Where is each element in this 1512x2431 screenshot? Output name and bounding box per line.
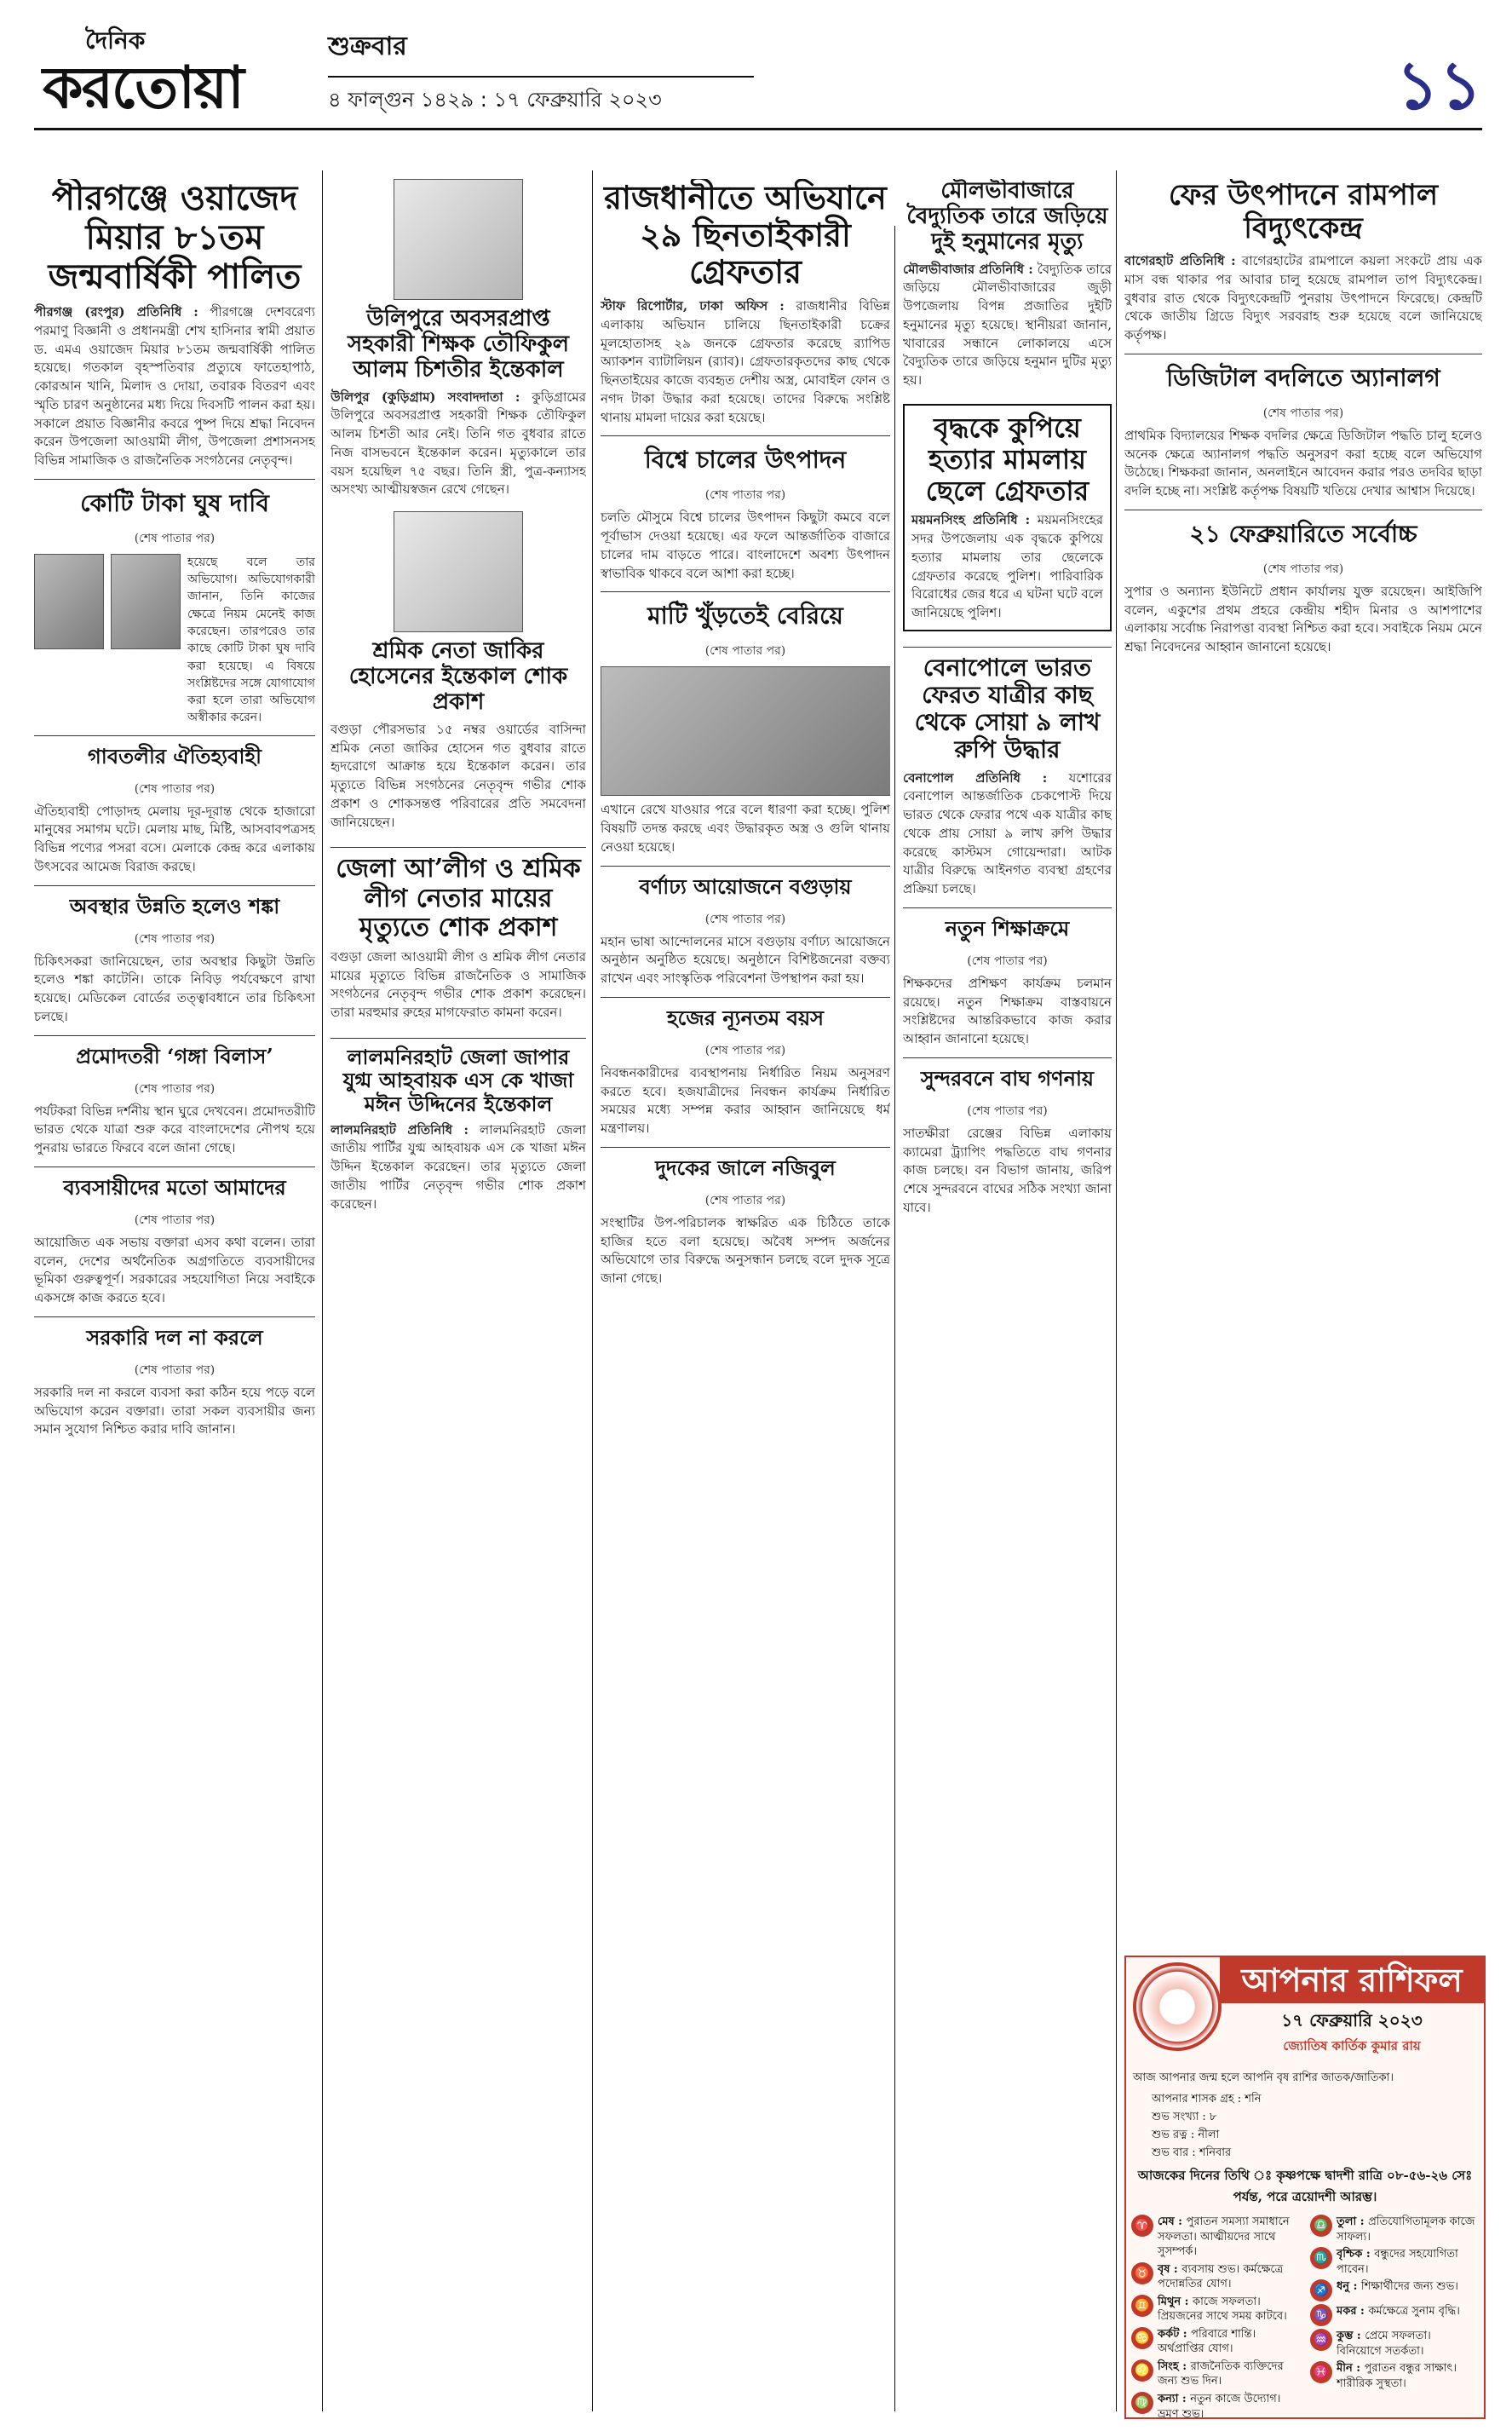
zodiac-sign-icon: ♐ (1310, 2279, 1332, 2301)
zodiac-text (1337, 2215, 1479, 2244)
subhead-ganga-bilas: প্রমোদতরী ‘গঙ্গা বিলাস’ (34, 1035, 315, 1075)
zodiac-sign-icon: ♒ (1310, 2329, 1332, 2351)
horoscope-title: আপনার রাশিফল (1220, 1957, 1484, 2003)
zodiac-forecast: পুরাতন বন্ধুর সাক্ষাৎ। শারীরিক সুস্থতা। (1337, 2362, 1457, 2390)
article-text: বৈদ্যুতিক তারে জড়িয়ে মৌলভীবাজারের জুড়ী উপজেলায় বিপন্ন প্রজাতির দুইটি হনুমানের মৃত্যু হয়েছে। স্থানীয়রা জানান, খাবারের সন্ধানে লোকালয়ে এসে বৈদ্যুতিক তারে জড়িয়ে হনুমান দুটির মৃত্যু হয়। (903, 261, 1112, 389)
byline: মৌলভীবাজার প্রতিনিধি : (903, 261, 1033, 277)
headline-snatchers-arrested: রাজধানীতে অভিযানে ২৯ ছিনতাইকারী গ্রেফতার (604, 179, 887, 291)
zodiac-sign-icon: ♏ (1310, 2247, 1332, 2269)
continued-note: (শেষ পাতার পর) (134, 1362, 216, 1377)
article-body (903, 769, 1112, 899)
continued-note: (শেষ পাতার পর) (134, 1213, 216, 1227)
zodiac-entry (1310, 2361, 1479, 2391)
planet-row (1152, 2109, 1477, 2127)
zodiac-forecast: নতুন কাজে উদ্যোগ। ভ্রমণ শুভ। (1158, 2393, 1281, 2421)
article-body (331, 1121, 586, 1214)
column-2 (331, 179, 586, 2411)
column-divider (894, 226, 895, 2411)
zodiac-text (1337, 2247, 1479, 2277)
byline: স্টাফ রিপোর্টার, ঢাকা অফিস : (601, 298, 785, 314)
continued-note: (শেষ পাতার পর) (704, 1043, 786, 1057)
byline: উলিপুর (কুড়িগ্রাম) সংবাদদাতা : (331, 389, 520, 405)
zodiac-forecast: রাজনৈতিক ব্যক্তিদের জন্য শুভ দিন। (1158, 2359, 1284, 2388)
planet-label: শুভ রত্ন : (1152, 2129, 1199, 2141)
column-divider (322, 170, 323, 2411)
zodiac-sign-icon: ♓ (1310, 2361, 1332, 2383)
horoscope-intro: আজ আপনার জন্ম হলে আপনি বৃষ রাশির জাতক/জাতিকা। (1133, 2071, 1394, 2084)
zodiac-entry (1131, 2392, 1300, 2422)
zodiac-entry (1310, 2279, 1479, 2301)
zodiac-sign-name: মেষ : (1158, 2215, 1187, 2228)
zodiac-forecast: বন্ধুদের সহযোগিতা পাবেন। (1337, 2248, 1458, 2276)
article-text: চলতি মৌসুমে বিশ্বে চালের উৎপাদন কিছুটা কমবে বলে পূর্বাভাস দেওয়া হয়েছে। এর ফলে আন্তর্জাতিক বাজারে চালের দাম বাড়তে পারে। বাংলাদেশে অবশ্য উৎপাদন স্বাভাবিক থাকবে বলে আশা করা হচ্ছে। (601, 510, 890, 581)
zodiac-entry (1131, 2295, 1300, 2324)
zodiac-text (1337, 2361, 1479, 2391)
planet-row (1152, 2145, 1477, 2163)
article-text: বাগেরহাটের রামপালে কয়লা সংকটে প্রায় এক মাস বন্ধ থাকার পর আবার চালু হয়েছে রামপাল তাপ বিদ্যুৎকেন্দ্র। বুধবার রাত থেকে বিদ্যুৎকেন্দ্রটি পুনরায় উৎপাদনে ফিরেছে। কেন্দ্রটি থেকে জাতীয় গ্রিডে বিদ্যুৎ সরবরাহ শুরু হয়েছে বলে জানিয়েছে কর্তৃপক্ষ। (1124, 253, 1482, 343)
subhead-digging: মাটি খুঁড়তেই বেরিয়ে (601, 591, 890, 637)
boxed-article (903, 404, 1112, 631)
column-divider (592, 170, 593, 2411)
subhead-condition: অবস্থার উন্নতি হলেও শঙ্কা (34, 885, 315, 925)
portrait-photo (394, 511, 523, 632)
horoscope-author: জ্যোতিষ কার্তিক কুমার রায় (1283, 2038, 1421, 2054)
zodiac-sign-name: তুলা : (1337, 2215, 1369, 2228)
article-body (903, 261, 1112, 390)
logo-main-text: করতোয়া (43, 55, 243, 122)
article-text: বগুড়া জেলা আওয়ামী লীগ ও শ্রমিক লীগ নেতার মায়ের মৃত্যুতে বিভিন্ন রাজনৈতিক ও সামাজিক সংগঠনের নেতৃবৃন্দ গভীর শোক প্রকাশ করেছেন। তারা মরহুমার রুহের মাগফেরাত কামনা করেন। (331, 948, 586, 1021)
subhead-curriculum: নতুন শিক্ষাক্রমে (903, 907, 1112, 948)
planet-row (1152, 2127, 1477, 2145)
continued-note: (শেষ পাতার পর) (704, 488, 786, 503)
zodiac-forecast: পরিবারে শান্তি। অর্থপ্রাপ্তির যোগ। (1158, 2327, 1256, 2356)
article-text: সাতক্ষীরা রেঞ্জের বিভিন্ন এলাকায় ক্যামেরা ট্র্যাপিং পদ্ধতিতে বাঘ গণনার কাজ চলছে। বন বিভাগ জানায়, জরিপ শেষে সুন্দরবনে বাঘের সঠিক সংখ্যা জানা যাবে। (903, 1125, 1112, 1215)
page-number: ১১ (1395, 48, 1482, 124)
zodiac-forecast: পুরাতন সমস্যা সমাধানে সফলতা। আত্মীয়দের সাথে সুসম্পর্ক। (1158, 2215, 1290, 2259)
zodiac-forecast: কাজে সফলতা। প্রিয়জনের সাথে সময় কাটবে। (1158, 2295, 1287, 2324)
article-text: মহান ভাষা আন্দোলনের মাসে বগুড়ায় বর্ণাঢ্য আয়োজনে অনুষ্ঠান অনুষ্ঠিত হয়েছে। অনুষ্ঠানে বিশিষ্টজনেরা বক্তব্য রাখেন এবং সাংস্কৃতিক পরিবেশনা উপস্থাপন করা হয়। (601, 933, 890, 987)
zodiac-entry (1131, 2215, 1300, 2260)
subhead-rice-production: বিশ্বে চালের উৎপাদন (601, 435, 890, 481)
zodiac-entry (1310, 2247, 1479, 2277)
planet-value: শনিবার (1199, 2146, 1232, 2159)
article-text: পর্যটকরা বিভিন্ন দর্শনীয় স্থান ঘুরে দেখবেন। প্রমোদতরীটি ভারত থেকে যাত্রা শুরু করে বাংলাদেশের নৌপথ হয়ে পুনরায় ভারতে ফিরবে বলে জানা গেছে। (34, 1103, 315, 1156)
planet-label: শুভ সংখ্যা : (1152, 2111, 1210, 2123)
article-text: সরকারি দল না করলে ব্যবসা করা কঠিন হয়ে পড়ে বলে অভিযোগ করেন বক্তারা। তারা সকল ব্যবসায়ীর জন্য সমান সুযোগ নিশ্চিত করার দাবি জানান। (34, 1384, 315, 1437)
zodiac-entry (1310, 2304, 1479, 2326)
planet-list (1152, 2091, 1477, 2163)
article-text: প্রাথমিক বিদ্যালয়ের শিক্ষক বদলির ক্ষেত্রে ডিজিটাল পদ্ধতি চালু হলেও অনেক ক্ষেত্রে অ্যানালগ পদ্ধতি অনুসরণ করা হচ্ছে বলে অভিযোগ উঠেছে। শিক্ষকরা জানান, অনলাইনে আবেদন করার পরও তদবির ছাড়া বদলি হচ্ছে না। সংশ্লিষ্ট কর্তৃপক্ষ বিষয়টি খতিয়ে দেখার আশ্বাস দিয়েছে। (1124, 427, 1482, 499)
article-text: শিক্ষকদের প্রশিক্ষণ কার্যক্রম চলমান রয়েছে। নতুন শিক্ষাক্রম বাস্তবায়নে সংশ্লিষ্টদের আন্তরিকভাবে কাজ করার আহ্বান জানানো হয়েছে। (903, 975, 1112, 1047)
subhead-bogura-event: বর্ণাঢ্য আয়োজনে বগুড়ায় (601, 866, 890, 906)
headline-monkeys-electrocuted: মৌলভীবাজারে বৈদ্যুতিক তারে জড়িয়ে দুই হনুমানের মৃত্যু (906, 179, 1108, 255)
article-body (601, 297, 890, 427)
article-text: পীরগঞ্জে দেশবরেণ্য পরমাণু বিজ্ঞানী ও প্রধানমন্ত্রী শেখ হাসিনার স্বামী প্রয়াত ড. এমএ ওয়াজেদ মিয়ার ৮১তম জন্মবার্ষিকী পালিত হয়েছে। গতকাল বৃহস্পতিবার প্রত্যুষে ফাতেহাপাঠ, কোরআন খানি, মিলাদ ও দোয়া, তবারক বিতরণ এবং স্মৃতি চারণ অনুষ্ঠানের মধ্য দিয়ে দিবসটি পালন করা হয়। সকালে প্রয়াত বিজ্ঞানীর কবরে পুষ্প দিয়ে শ্রদ্ধা নিবেদন করেন উপজেলা আওয়ামী লীগ, উপজেলা প্রশাসনসহ বিভিন্ন সামাজিক ও রাজনৈতিক সংগঠনের নেতৃবৃন্দ। (34, 304, 315, 468)
continued-note: (শেষ পাতার পর) (134, 531, 216, 545)
zodiac-sign-name: বৃশ্চিক : (1337, 2248, 1375, 2261)
article-body (911, 511, 1103, 623)
zodiac-entry (1310, 2215, 1479, 2244)
zodiac-entry (1131, 2359, 1300, 2389)
zodiac-forecast: প্রতিযোগিতামূলক কাজে সাফল্য। (1337, 2215, 1475, 2244)
portrait-photo (111, 554, 181, 649)
zodiac-entry (1131, 2262, 1300, 2292)
zodiac-sign-name: বৃষ : (1158, 2262, 1182, 2276)
weekday: শুক্রবার (328, 26, 754, 78)
planet-row (1152, 2091, 1477, 2109)
zodiac-entry (1131, 2327, 1300, 2357)
photo-pair (34, 554, 315, 727)
zodiac-grid (1126, 2212, 1484, 2424)
continued-note: (শেষ পাতার পর) (967, 1103, 1048, 1118)
continued-note: (শেষ পাতার পর) (1262, 406, 1344, 420)
continued-note: (শেষ পাতার পর) (134, 1081, 216, 1096)
continued-note: (শেষ পাতার পর) (967, 953, 1048, 968)
column-divider (1116, 170, 1117, 2411)
planet-value: ৮ (1209, 2111, 1217, 2123)
zodiac-forecast: শিক্ষার্থীদের জন্য শুভ। (1360, 2280, 1458, 2294)
article-text: সুপার ও অন্যান্য ইউনিটে প্রধান কার্যালয় যুক্ত রয়েছেন। আইজিপি বলেন, একুশের প্রথম প্রহরে কেন্দ্রীয় শহীদ মিনার ও আশপাশের এলাকায় সর্বোচ্চ নিরাপত্তা ব্যবস্থা নিশ্চিত করা হবে। সবাইকে নিয়ম মেনে শ্রদ্ধা নিবেদনের আহ্বান জানানো হয়েছে। (1124, 583, 1482, 655)
headline-son-arrested: বৃদ্ধকে কুপিয়ে হত্যার মামলায় ছেলে গ্রেফতার (925, 411, 1089, 507)
article-text: আয়োজিত এক সভায় বক্তারা এসব কথা বলেন। তারা বলেন, দেশের অর্থনৈতিক অগ্রগতিতে ব্যবসায়ীদের ভূমিকা গুরুত্বপূর্ণ। সরকারের সহযোগিতা নিয়ে সবাইকে একসঙ্গে কাজ করতে হবে। (34, 1234, 315, 1306)
zodiac-sign-name: কর্কট : (1158, 2327, 1192, 2341)
continued-note: (শেষ পাতার পর) (704, 644, 786, 659)
article-text: এখানে রেখে যাওয়ার পরে বলে ধারণা করা হচ্ছে। পুলিশ বিষয়টি তদন্ত করছে এবং উদ্ধারকৃত অস্ত্র ও গুলি থানায় নেওয়া হয়েছে। (601, 802, 890, 855)
byline: বেনাপোল প্রতিনিধি : (903, 769, 1048, 786)
zodiac-text (1337, 2279, 1458, 2295)
zodiac-sign-name: ধনু : (1337, 2280, 1361, 2294)
zodiac-sign-icon: ♌ (1131, 2359, 1153, 2382)
horoscope-box (1124, 1956, 1486, 2419)
article-text: লালমনিরহাট জেলা জাতীয় পার্টির যুগ্ম আহবায়ক এস কে খাজা মঈন উদ্দিন ইন্তেকাল করেছেন। তার মৃত্যুতে জেলা জাতীয় পার্টির নেতৃবৃন্দ গভীর শোক প্রকাশ করেছেন। (331, 1121, 586, 1212)
zodiac-text (1158, 2327, 1300, 2357)
tithi-line: আজকের দিনের তিথি ঃ কৃষ্ণপক্ষে দ্বাদশী রাত্রি ০৮-৫৬-২৬ সেঃ পর্যন্ত, পরে ত্রয়োদশী আরম্ভ। (1137, 2168, 1473, 2204)
zodiac-sign-icon: ♉ (1131, 2262, 1153, 2284)
column-4 (903, 179, 1112, 2411)
article-body (1124, 252, 1482, 345)
zodiac-sign-icon: ♎ (1310, 2215, 1332, 2237)
headline-waazed-mia: পীরগঞ্জে ওয়াজেদ মিয়ার ৮১তম জন্মবার্ষিকী পালিত (48, 179, 302, 297)
portrait-photo (34, 554, 104, 649)
issue-date: ৪ ফাল্গুন ১৪২৯ : ১৭ ফেব্রুয়ারি ২০২৩ (328, 88, 662, 112)
portrait-photo (394, 179, 523, 300)
column-1 (34, 179, 315, 2411)
continued-note: (শেষ পাতার পর) (704, 1193, 786, 1207)
continued-note: (শেষ পাতার পর) (134, 931, 216, 946)
article-text: চিকিৎসকরা জানিয়েছেন, তার অবস্থার কিছুটা উন্নতি হলেও শঙ্কা কাটেনি। তাকে নিবিড় পর্যবেক্ষণে রাখা হয়েছে। মেডিকেল বোর্ডের তত্ত্বাবধানে তার চিকিৎসা চলছে। (34, 953, 315, 1024)
article-text: নিবন্ধনকারীদের ব্যবস্থাপনায় নির্ধারিত নিয়ম অনুসরণ করতে হবে। হজযাত্রীদের নিবন্ধন কার্যক্রম নির্ধারিত সময়ের মধ্যে সম্পন্ন করার আহ্বান জানিয়েছে ধর্ম মন্ত্রণালয়। (601, 1064, 890, 1137)
headline-rupees-recovered: বেনাপোলে ভারত ফেরত যাত্রীর কাছ থেকে সোয়া ৯ লাখ রুপি উদ্ধার (903, 647, 1112, 764)
zodiac-text (1158, 2359, 1300, 2389)
subhead-acc-net: দুদকের জালে নজিবুল (601, 1147, 890, 1187)
masthead (34, 17, 1482, 130)
subhead-hajj-age: হজের ন্যূনতম বয়স (601, 997, 890, 1037)
column-3 (601, 179, 890, 2411)
subhead-businessmen: ব্যবসায়ীদের মতো আমাদের (34, 1167, 315, 1207)
headline-rampal-power: ফের উৎপাদনে রামপাল বিদ্যুৎকেন্দ্র (1168, 179, 1439, 246)
article-body (34, 303, 315, 470)
article-text: কুড়িগ্রামের উলিপুরে অবসরপ্রাপ্ত সহকারী শিক্ষক তৌফিকুল আলম চিশতী আর নেই। তিনি গত বুধবার রাতে নিজ বাসভবনে ইন্তেকাল করেন। মৃত্যুকালে তার বয়স হয়েছিল ৭৫ বছর। তিনি স্ত্রী, পুত্র-কন্যাসহ অসংখ্য আত্মীয়স্বজন রেখে গেছেন। (331, 389, 586, 498)
article-text: সংস্থাটির উপ-পরিচালক স্বাক্ষরিত এক চিঠিতে তাকে হাজির হতে বলা হয়েছে। অবৈধ সম্পদ অর্জনের অভিযোগে তার বিরুদ্ধে অনুসন্ধান চলছে বলে দুদক সূত্রে জানা গেছে। (601, 1214, 890, 1287)
zodiac-wheel-icon (1133, 1962, 1222, 2051)
column-5 (1124, 179, 1482, 1947)
subhead-tiger-count: সুন্দরবনে বাঘ গণনায় (903, 1057, 1112, 1097)
zodiac-forecast: কর্মক্ষেত্রে সুনাম বৃদ্ধি। (1368, 2305, 1460, 2319)
subhead-government-party: সরকারি দল না করলে (34, 1316, 315, 1357)
zodiac-forecast: প্রেমে সফলতা। বিনিয়োগে সতর্কতা। (1337, 2330, 1431, 2358)
zodiac-forecast: ব্যবসায় শুভ। কর্মক্ষেত্রে পদোন্নতির যোগ। (1158, 2262, 1284, 2291)
article-text: বগুড়া পৌরসভার ১৫ নম্বর ওয়ার্ডের বাসিন্দা শ্রমিক নেতা জাকির হোসেন গত বুধবার রাতে হৃদরোগে আক্রান্ত হয়ে ইন্তেকাল করেন। তার মৃত্যুতে বিভিন্ন সংগঠনের নেতৃবৃন্দ গভীর শোক প্রকাশ ও শোকসন্তপ্ত পরিবারের প্রতি সমবেদনা জানিয়েছেন। (331, 721, 586, 830)
headline-obituary-teacher: উলিপুরে অবসরপ্রাপ্ত সহকারী শিক্ষক তৌফিকুল আলম চিশতীর ইন্তেকাল (348, 306, 569, 383)
article-text: ঐতিহ্যবাহী পোড়াদহ মেলায় দূর-দূরান্ত থেকে হাজারো মানুষের সমাগম ঘটে। মেলায় মাছ, মিষ্টি, আসবাবপত্রসহ বিভিন্ন পণ্যের পসরা বসে। মেলাকে কেন্দ্র করে এলাকায় উৎসবের আমেজ বিরাজ করছে। (34, 803, 315, 874)
article-text: হয়েছে বলে তার অভিযোগ। অভিযোগকারী জানান, তিনি কাজের ক্ষেত্রে নিয়ম মেনেই কাজ করেছেন। তারপরেও তার কাছে কোটি টাকা ঘুষ দাবি করা হয়েছে। এ বিষয়ে সংশ্লিষ্টদের সঙ্গে যোগাযোগ করা হলে তারা অভিযোগ অস্বীকার করেন। (187, 555, 315, 725)
zodiac-sign-icon: ♋ (1131, 2327, 1153, 2349)
subhead-bribe: কোটি টাকা ঘুষ দাবি (34, 479, 315, 525)
byline: লালমনিরহাট প্রতিনিধি : (331, 1121, 469, 1138)
horoscope-date: ১৭ ফেব্রুয়ারি ২০২৩ (1281, 2010, 1423, 2031)
zodiac-text (1158, 2392, 1300, 2422)
planet-value: শনি (1245, 2093, 1262, 2106)
planet-value: নীলা (1198, 2129, 1220, 2141)
zodiac-text (1337, 2329, 1479, 2359)
zodiac-column-right (1305, 2212, 1484, 2424)
subhead-digital-transfer: ডিজিটাল বদলিতে অ্যানালগ (1124, 354, 1482, 400)
zodiac-sign-name: মীন : (1337, 2362, 1365, 2376)
zodiac-sign-icon: ♍ (1131, 2392, 1153, 2414)
planet-label: শুভ বার : (1152, 2146, 1199, 2159)
subhead-gabtali: গাবতলীর ঐতিহ্যবাহী (34, 735, 315, 775)
newspaper-logo (34, 17, 290, 122)
headline-mother-death: জেলা আ’লীগ ও শ্রমিক লীগ নেতার মায়ের মৃত্যুতে শোক প্রকাশ (331, 847, 586, 943)
byline: পীরগঞ্জ (রংপুর) প্রতিনিধি : (34, 304, 198, 320)
zodiac-sign-name: মিথুন : (1158, 2295, 1193, 2308)
article-text: যশোরের বেনাপোল আন্তর্জাতিক চেকপোস্ট দিয়ে ভারত থেকে ফেরার পথে এক যাত্রীর কাছ থেকে প্রায় সোয়া ৯ লাখ রুপি উদ্ধার করেছে কাস্টমস গোয়েন্দারা। আটক যাত্রীর বিরুদ্ধে আইনগত ব্যবস্থা গ্রহণের প্রক্রিয়া চলছে। (903, 769, 1112, 897)
headline-labor-leader: শ্রমিক নেতা জাকির হোসেনের ইন্তেকাল শোক প্রকাশ (348, 638, 568, 715)
continued-note: (শেষ পাতার পর) (134, 781, 216, 796)
zodiac-text (1158, 2215, 1300, 2260)
byline: ময়মনসিংহ প্রতিনিধি : (911, 512, 1031, 528)
article-text: রাজধানীর বিভিন্ন এলাকায় অভিযান চালিয়ে ছিনতাইকারী চক্রের মূলহোতাসহ ২৯ জনকে গ্রেফতার করেছে র‍্যাপিড অ্যাকশন ব্যাটালিয়ন (র‍্যাব)। গ্রেফতারকৃতদের কাছ থেকে ছিনতাইয়ের কাজে ব্যবহৃত দেশীয় অস্ত্র, মোবাইল ফোন ও নগদ টাকা উদ্ধার করা হয়েছে। তাদের বিরুদ্ধে সংশ্লিষ্ট থানায় মামলা দায়ের করা হয়েছে। (601, 298, 890, 425)
zodiac-text (1158, 2262, 1300, 2292)
zodiac-text (1158, 2295, 1300, 2324)
zodiac-sign-name: মকর : (1337, 2305, 1369, 2319)
article-text: ময়মনসিংহের সদর উপজেলায় এক বৃদ্ধকে কুপিয়ে হত্যার মামলায় তার ছেলেকে গ্রেফতার করেছে পুলিশ। পারিবারিক বিরোধের জের ধরে এ ঘটনা ঘটে বলে জানিয়েছে পুলিশ। (911, 512, 1103, 621)
zodiac-column-left (1126, 2212, 1305, 2424)
continued-note: (শেষ পাতার পর) (704, 912, 786, 926)
dateline (328, 26, 754, 118)
zodiac-sign-name: কন্যা : (1158, 2393, 1191, 2406)
zodiac-sign-name: সিংহ : (1158, 2359, 1191, 2373)
subhead-21-february: ২১ ফেব্রুয়ারিতে সর্বোচ্চ (1124, 510, 1482, 556)
zodiac-sign-icon: ♑ (1310, 2304, 1332, 2326)
zodiac-sign-icon: ♊ (1131, 2295, 1153, 2317)
zodiac-entry (1310, 2329, 1479, 2359)
zodiac-text (1337, 2304, 1460, 2319)
news-photo (601, 666, 890, 796)
article-body (331, 389, 586, 500)
logo-small-text: দৈনিক (85, 26, 146, 55)
zodiac-sign-name: কুম্ভ : (1337, 2330, 1365, 2343)
zodiac-sign-icon: ♈ (1131, 2215, 1153, 2237)
headline-lalmonirhat: লালমনিরহাট জেলা জাপার যুগ্ম আহবায়ক এস কে খাজা মঈন উদ্দিনের ইন্তেকাল (331, 1038, 586, 1116)
byline: বাগেরহাট প্রতিনিধি : (1124, 253, 1236, 269)
continued-note: (শেষ পাতার পর) (1262, 562, 1344, 576)
planet-label: আপনার শাসক গ্রহ : (1152, 2093, 1245, 2106)
